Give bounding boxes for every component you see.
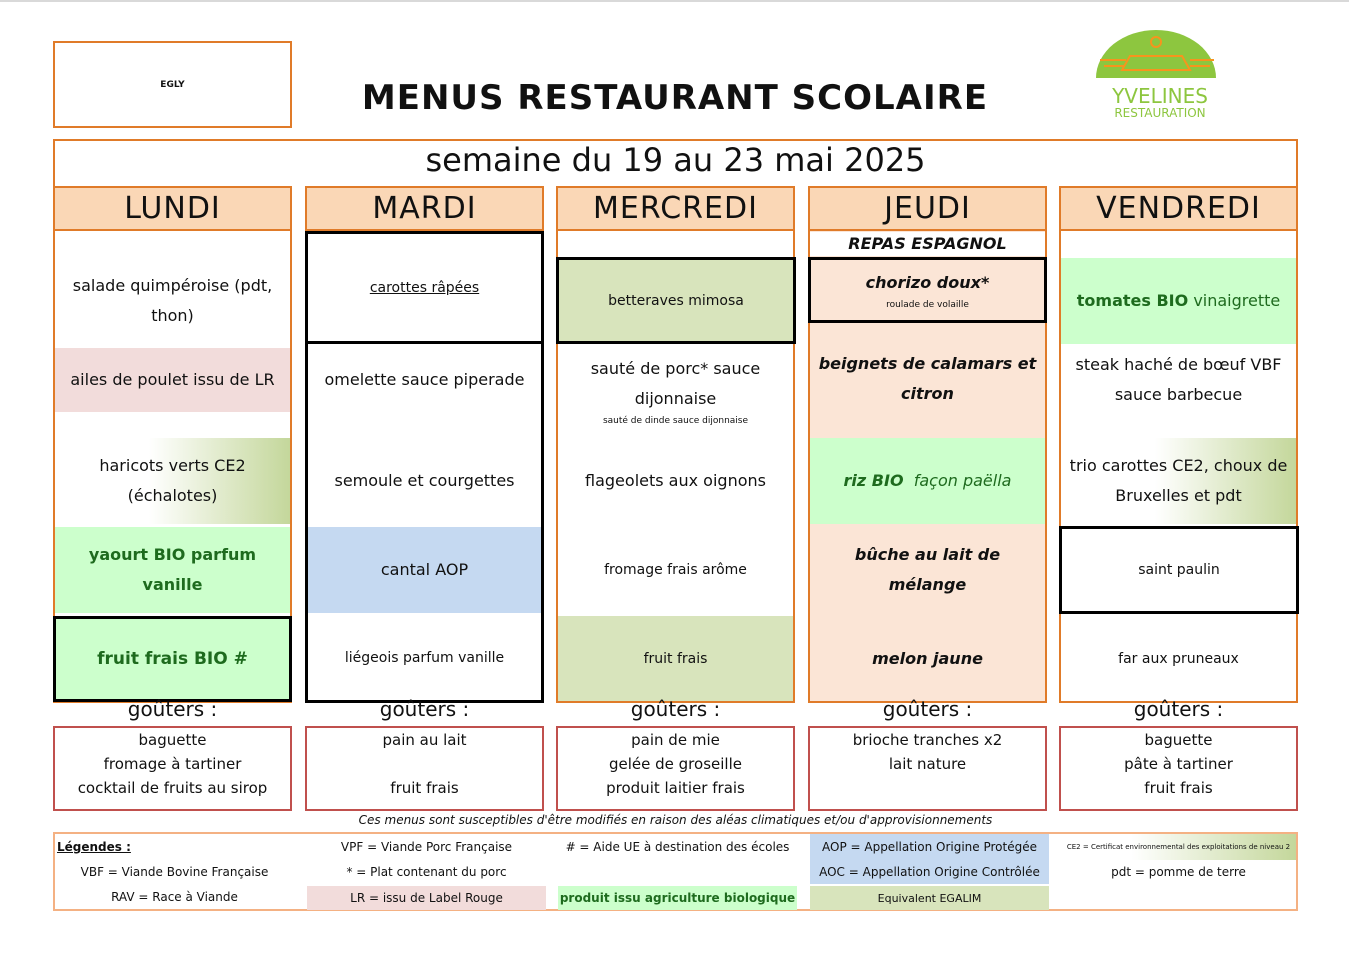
day-header-lundi: LUNDI: [53, 186, 292, 231]
lundi-dessert: fruit frais BIO #: [53, 616, 292, 702]
legend-vpf: VPF = Viande Porc Française: [340, 840, 513, 854]
gouters-mercredi: pain de mie gelée de groseille produit laitier frais: [556, 726, 795, 811]
mercredi-entree: betteraves mimosa: [556, 257, 796, 344]
week-label: semaine du 19 au 23 mai 2025: [425, 141, 926, 179]
day-header-mardi: MARDI: [305, 186, 544, 231]
gouters-label-lundi: goûters :: [127, 697, 218, 721]
legend-vbf: VBF = Viande Bovine Française: [80, 865, 269, 879]
page-title: MENUS RESTAURANT SCOLAIRE: [361, 78, 989, 118]
legend-box: [53, 832, 1298, 911]
top-rule: [0, 0, 1349, 2]
gouters-jeudi: brioche tranches x2 lait nature: [808, 726, 1047, 811]
legend-ue: # = Aide UE à destination des écoles: [565, 840, 790, 854]
gouters-label-mercredi: goûters :: [630, 697, 721, 721]
jeudi-entree-alternative: roulade de volaille: [886, 300, 969, 310]
legend-aop: AOP = Appellation Origine Protégée: [822, 840, 1037, 854]
lundi-laitier: yaourt BIO parfum vanille: [55, 527, 290, 613]
legend-rav: RAV = Race à Viande: [111, 890, 238, 904]
legend-aoc: AOC = Appellation Origine Contrôlée: [819, 865, 1040, 879]
jeudi-entree: chorizo doux* roulade de volaille: [808, 257, 1047, 323]
gouters-label-vendredi: goûters :: [1133, 697, 1224, 721]
disclaimer-note: Ces menus sont susceptibles d'être modifiés en raison des aléas climatiques et/ou d'approvisionnements: [358, 813, 993, 827]
vendredi-entree-bio: tomates BIO: [1076, 291, 1189, 310]
jeudi-laitier: bûche au lait de mélange: [854, 545, 1001, 594]
legend-lr: LR = issu de Label Rouge: [307, 886, 546, 910]
day-header-mercredi: MERCREDI: [556, 186, 795, 231]
vendredi-entree: tomates BIO vinaigrette: [1061, 258, 1296, 344]
mercredi-laitier: fromage frais arôme: [604, 562, 747, 578]
legend-ce2: CE2 = Certificat environnemental des exploitations de niveau 2: [1061, 834, 1296, 860]
mardi-dessert: liégeois parfum vanille: [344, 650, 505, 666]
gouters-lundi: baguette fromage à tartiner cocktail de fruits au sirop: [53, 726, 292, 811]
vendredi-laitier: saint paulin: [1059, 526, 1299, 614]
lundi-accompagnement: haricots verts CE2 (échalotes): [55, 438, 290, 524]
mardi-accompagnement: semoule et courgettes: [334, 471, 515, 490]
mercredi-dessert: fruit frais: [558, 616, 793, 701]
jeudi-theme: REPAS ESPAGNOL: [810, 232, 1045, 256]
logo-icon: [1090, 28, 1230, 123]
gouters-vendredi: baguette pâte à tartiner fruit frais: [1059, 726, 1298, 811]
lundi-plat: ailes de poulet issu de LR: [55, 348, 290, 412]
vendredi-dessert: far aux pruneaux: [1118, 650, 1239, 667]
legend-porc: * = Plat contenant du porc: [346, 865, 507, 879]
jeudi-dessert: melon jaune: [872, 648, 983, 668]
day-header-jeudi: JEUDI: [808, 186, 1047, 231]
legend-title: Légendes :: [57, 840, 131, 854]
logo-sub: RESTAURATION: [1114, 106, 1206, 120]
mardi-entree: carottes râpées: [305, 231, 544, 344]
vendredi-plat: steak haché de bœuf VBF sauce barbecue: [1075, 355, 1282, 404]
lundi-entree: salade quimpéroise (pdt, thon): [72, 276, 273, 325]
logo-name: YVELINES: [1112, 84, 1208, 108]
mercredi-plat: sauté de porc* sauce dijonnaise sauté de dinde sauce dijonnaise: [590, 359, 761, 426]
legend-pdt: pdt = pomme de terre: [1111, 865, 1246, 879]
mercredi-accompagnement: flageolets aux oignons: [585, 471, 766, 490]
gouters-mardi: pain au lait fruit frais: [305, 726, 544, 811]
jeudi-accomp-bio: riz BIO: [843, 471, 904, 490]
school-name: EGLY: [160, 79, 185, 90]
jeudi-plat: beignets de calamars et citron: [818, 354, 1037, 403]
gouters-label-jeudi: goûters :: [882, 697, 973, 721]
mercredi-plat-alternative: sauté de dinde sauce dijonnaise: [602, 416, 749, 426]
gouters-label-mardi: goûters :: [379, 697, 470, 721]
jeudi-accompagnement: riz BIO façon paëlla: [810, 438, 1045, 524]
legend-bio: produit issu agriculture biologique: [558, 886, 797, 910]
legend-egalim: Equivalent EGALIM: [810, 886, 1049, 910]
mardi-plat: omelette sauce piperade: [324, 370, 525, 389]
mardi-laitier: cantal AOP: [308, 527, 541, 613]
vendredi-accompagnement: trio carottes CE2, choux de Bruxelles et pdt: [1061, 438, 1296, 524]
day-header-vendredi: VENDREDI: [1059, 186, 1298, 231]
school-name-box: [53, 41, 292, 128]
yvelines-restauration-logo: [1090, 28, 1230, 123]
